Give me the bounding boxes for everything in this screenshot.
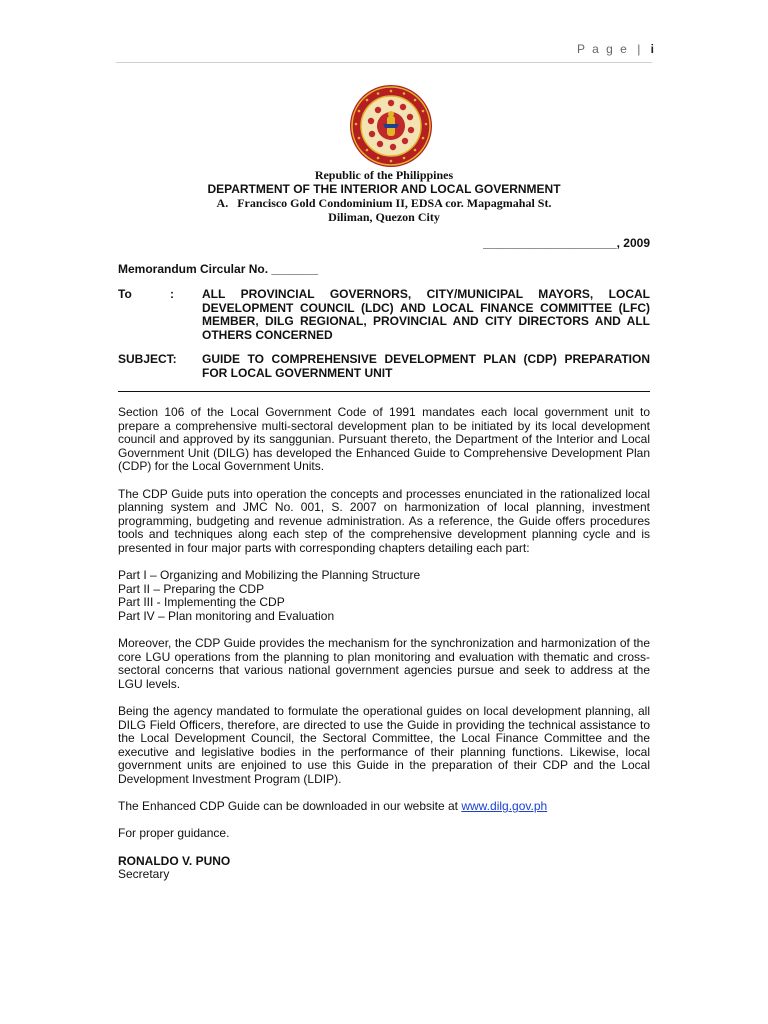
- subject-divider: [118, 391, 650, 392]
- memo-body: [118, 406, 650, 882]
- page-separator: |: [637, 42, 643, 56]
- list-item: Part IV – Plan monitoring and Evaluation: [118, 608, 335, 623]
- addressee-block: [118, 288, 650, 342]
- letterhead: [116, 168, 652, 224]
- subject-block: [118, 353, 650, 380]
- list-item: Part II – Preparing the CDP: [118, 581, 265, 596]
- page-header: [577, 42, 656, 56]
- body-paragraph-1: Section 106 of the Local Government Code of 1991 mandates each local government unit to prepare a comprehensive multi-sectoral development plan to be initiated by its local development council and approved by its sanggunian. Pursuant thereto, the Department of the Interior and Local Government Unit (DILG) has developed the Enhanced Guide to Comprehensive Development Plan (CDP) for the Local Government Units.: [118, 405, 650, 474]
- republic-line: Republic of the Philippines: [314, 168, 454, 182]
- to-label: To: [118, 287, 132, 301]
- website-link[interactable]: www.dilg.gov.ph: [461, 799, 548, 814]
- closing-line: For proper guidance.: [118, 826, 230, 841]
- header-rule: [116, 62, 652, 63]
- body-paragraph-3: Moreover, the CDP Guide provides the mechanism for the synchronization and harmonization of the core LGU operations from the planning to plan monitoring and evaluation with thematic and cross-sectoral concerns that various national government agencies pursue and seek to address at the LGU levels.: [118, 636, 650, 691]
- list-item: Part I – Organizing and Mobilizing the Planning Structure: [118, 568, 421, 583]
- page-number: i: [650, 42, 656, 56]
- download-text: The Enhanced CDP Guide can be downloaded in our website at: [118, 799, 462, 814]
- parts-list: [118, 569, 650, 623]
- signatory-name: RONALDO V. PUNO: [118, 853, 231, 868]
- page-label: P a g e: [577, 42, 629, 56]
- address-line-2: Diliman, Quezon City: [328, 210, 440, 224]
- body-paragraph-2: The CDP Guide puts into operation the concepts and processes enunciated in the rationalized local planning system and JMC No. 001, S. 2007 on harmonization of local planning, investment programming, budgeting and revenue administration. As a reference, the Guide offers procedures tools and techniques along each step of the comprehensive development planning cycle and is presented in four major parts with corresponding chapters detailing each part:: [118, 486, 650, 555]
- subject-text: GUIDE TO COMPREHENSIVE DEVELOPMENT PLAN (CDP) PREPARATION FOR LOCAL GOVERNMENT UNIT: [202, 352, 650, 380]
- body-paragraph-4: Being the agency mandated to formulate the operational guides on local development planning, all DILG Field Officers, therefore, are directed to use the Guide in providing the technical assistance to the Local Development Council, the Sectoral Committee, the Local Finance Committee and the executive and legislative bodies in the performance of their planning functions. Likewise, local government units are enjoined to use this Guide in the preparation of their CDP and the Local Development Investment Program (LDIP).: [118, 704, 650, 787]
- signatory-title: Secretary: [118, 867, 170, 882]
- subject-label: SUBJECT:: [118, 352, 177, 366]
- memorandum-circular-number: Memorandum Circular No. _______: [118, 262, 319, 276]
- department-name: DEPARTMENT OF THE INTERIOR AND LOCAL GOVERNMENT: [207, 182, 561, 196]
- body-paragraph-5: [118, 800, 650, 814]
- to-recipients: ALL PROVINCIAL GOVERNORS, CITY/MUNICIPAL MAYORS, LOCAL DEVELOPMENT COUNCIL (LDC) AND LOCAL FINANCE COMMITTEE (LFC) MEMBER, DILG REGIONAL, PROVINCIAL AND CITY DIRECTORS AND ALL OTHERS CONCERNED: [202, 287, 650, 342]
- address-line-1: A. Francisco Gold Condominium II, EDSA cor. Mapagmahal St.: [216, 196, 552, 210]
- date-line: ____________________, 2009: [483, 236, 650, 250]
- list-item: Part III - Implementing the CDP: [118, 595, 285, 610]
- dilg-seal-logo: [349, 84, 433, 168]
- to-colon: :: [170, 287, 174, 301]
